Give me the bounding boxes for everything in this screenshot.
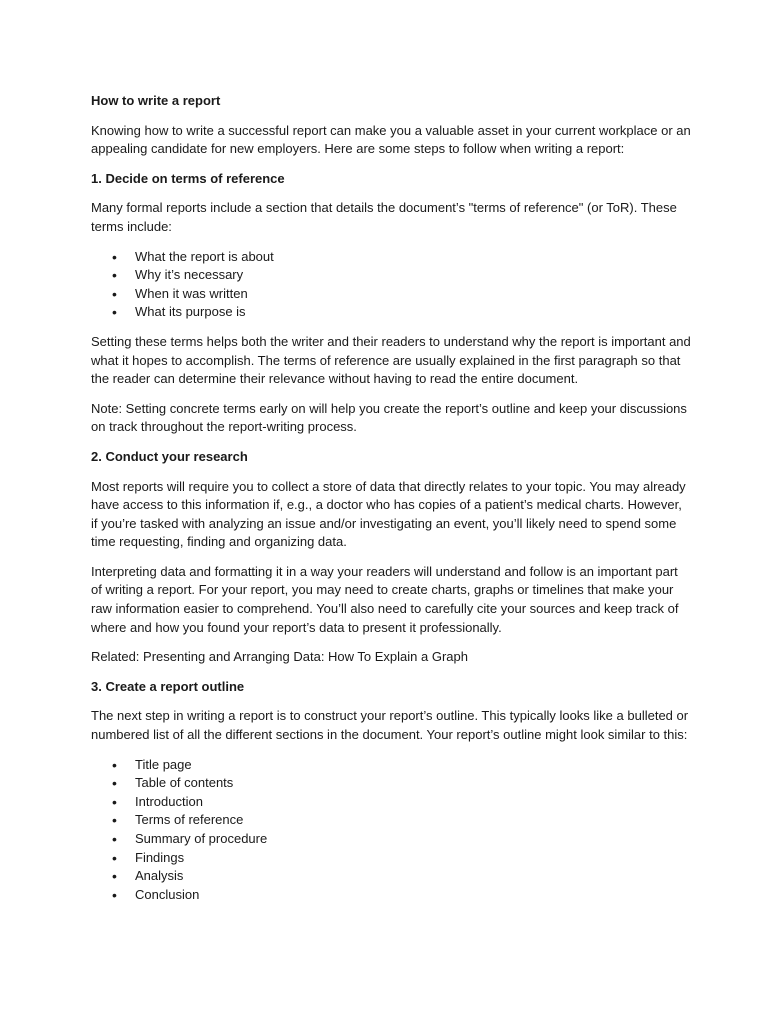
- list-item: • Findings: [91, 849, 691, 868]
- list-item: • When it was written: [91, 285, 691, 304]
- section-3-paragraph-1: The next step in writing a report is to construct your report’s outline. This typically looks like a bulleted or numbered list of all the different sections in the document. Your report’s outline might look similar to this:: [91, 708, 689, 743]
- section-2-paragraph-1: Most reports will require you to collect a store of data that directly relates to your topic. You may already have access to this information if, e.g., a doctor who has copies of a patient’s medical charts. However, if you’re tasked with analyzing an issue and/or investigating an event, you’ll likely need to spend some time requesting, finding and organizing data.: [91, 478, 686, 550]
- section-2-heading: 2. Conduct your research: [91, 448, 248, 464]
- document-page: [91, 92, 691, 915]
- section-2-paragraph-2: Interpreting data and formatting it in a way your readers will understand and follow is an important part of writing a report. For your report, you may need to create charts, graphs or timelines that make your raw information easier to comprehend. You’ll also need to carefully cite your sources and keep track of where and how you found your report’s data to present it professionally.: [91, 563, 679, 635]
- document-title: How to write a report: [91, 93, 221, 108]
- list-item: • Conclusion: [91, 886, 691, 905]
- list-item: • Introduction: [91, 793, 691, 812]
- section-1-heading: 1. Decide on terms of reference: [91, 170, 285, 186]
- list-item: • What its purpose is: [91, 303, 691, 322]
- outline-list: [91, 756, 691, 905]
- related-line: Related: Presenting and Arranging Data: How To Explain a Graph: [91, 649, 468, 665]
- list-item: • Title page: [91, 756, 691, 775]
- list-item: • Analysis: [91, 867, 691, 886]
- list-item: • Terms of reference: [91, 811, 691, 830]
- section-1-note: Note: Setting concrete terms early on will help you create the report’s outline and keep your discussions on track throughout the report-writing process.: [91, 400, 687, 435]
- list-item: • Summary of procedure: [91, 830, 691, 849]
- terms-list: [91, 248, 691, 322]
- section-1-paragraph-1: Many formal reports include a section that details the document’s "terms of reference" (or ToR). These terms include:: [91, 200, 677, 234]
- section-1-paragraph-2: Setting these terms helps both the writer and their readers to understand why the report is important and what it hopes to accomplish. The terms of reference are usually explained in the first paragraph so that the reader can determine their relevance without having to read the entire document.: [91, 333, 691, 387]
- intro-paragraph: Knowing how to write a successful report can make you a valuable asset in your current workplace or an appealing candidate for new employers. Here are some steps to follow when writing a report:: [91, 122, 691, 157]
- section-3-heading: 3. Create a report outline: [91, 678, 245, 694]
- list-item: • Why it’s necessary: [91, 266, 691, 285]
- list-item: • What the report is about: [91, 248, 691, 267]
- list-item: • Table of contents: [91, 774, 691, 793]
